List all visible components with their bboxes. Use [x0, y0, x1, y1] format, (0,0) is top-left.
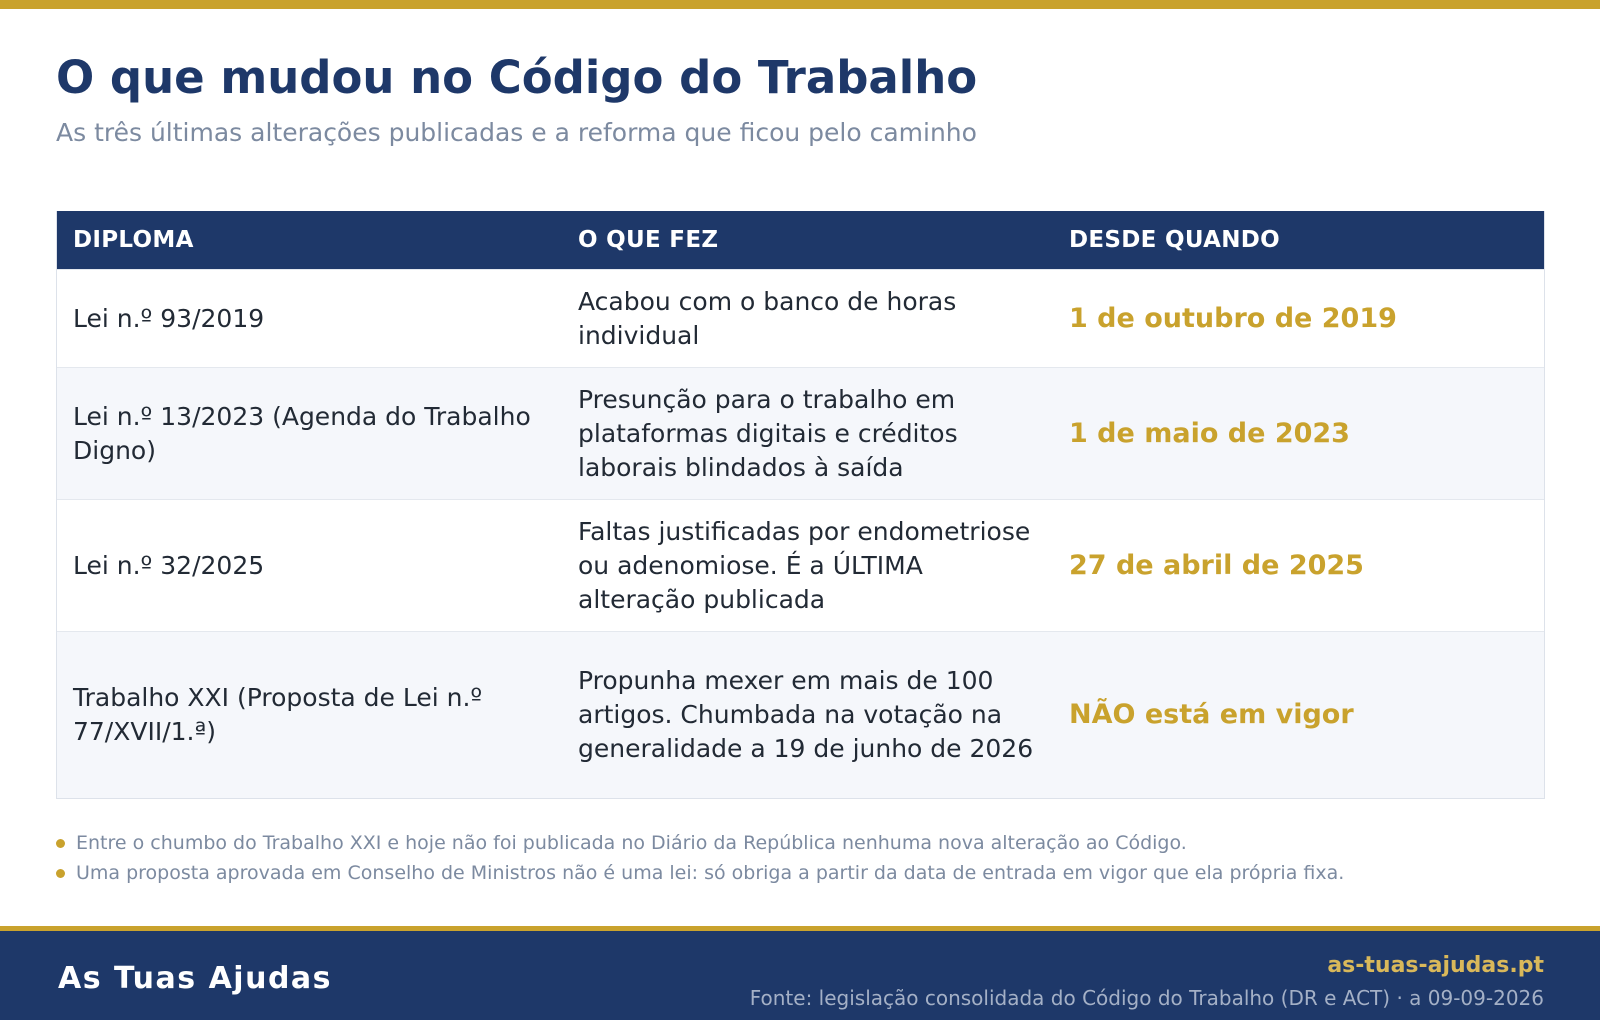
- cell-diploma: Lei n.º 93/2019: [73, 303, 265, 333]
- page-subtitle: As três últimas alterações publicadas e a reforma que ficou pelo caminho: [56, 118, 977, 147]
- bullet-dot-icon: [56, 839, 65, 848]
- table-row: [57, 269, 1544, 367]
- top-accent-bar: [0, 0, 1600, 9]
- footnotes: [56, 828, 1344, 888]
- table-row: [57, 367, 1544, 499]
- page-title: O que mudou no Código do Trabalho: [56, 51, 978, 104]
- column-header-what: O QUE FEZ: [578, 227, 719, 253]
- source-note: Fonte: legislação consolidada do Código do Trabalho (DR e ACT) · a 09-09-2026: [749, 986, 1544, 1010]
- cell-what: Faltas justificadas por endometriose ou adenomiose. É a ÚLTIMA alteração publicada: [578, 516, 1031, 614]
- cell-what: Propunha mexer em mais de 100 artigos. Chumbada na votação na generalidade a 19 de junho de 2026: [578, 666, 1034, 763]
- table-header: [57, 211, 1544, 269]
- footnote-text: Uma proposta aprovada em Conselho de Ministros não é uma lei: só obriga a partir da data de entrada em vigor que ela própria fixa.: [76, 862, 1345, 884]
- brand-logo: As Tuas Ajudas: [58, 961, 333, 996]
- changes-table: [56, 211, 1545, 799]
- footnote-item: [56, 858, 1344, 888]
- footer: [0, 926, 1600, 1020]
- site-link[interactable]: as-tuas-ajudas.pt: [1327, 953, 1544, 978]
- column-header-since: DESDE QUANDO: [1069, 227, 1280, 253]
- table-row: [57, 499, 1544, 631]
- cell-diploma: Trabalho XXI (Proposta de Lei n.º 77/XVII/1.ª): [73, 683, 483, 746]
- cell-what: Presunção para o trabalho em plataformas digitais e créditos laborais blindados à saída: [578, 384, 958, 482]
- cell-diploma: Lei n.º 13/2023 (Agenda do Trabalho Digno): [73, 401, 531, 465]
- cell-diploma: Lei n.º 32/2025: [73, 550, 265, 580]
- footnote-text: Entre o chumbo do Trabalho XXI e hoje não foi publicada no Diário da República nenhuma nova alteração ao Código.: [76, 832, 1187, 854]
- footnote-item: [56, 828, 1344, 858]
- cell-since: 1 de maio de 2023: [1069, 417, 1350, 449]
- cell-since: NÃO está em vigor: [1069, 699, 1354, 730]
- cell-since: 27 de abril de 2025: [1069, 549, 1364, 581]
- cell-what: Acabou com o banco de horas individual: [578, 286, 957, 350]
- column-header-diploma: DIPLOMA: [73, 227, 194, 253]
- bullet-dot-icon: [56, 869, 65, 878]
- table-row: [57, 631, 1544, 798]
- cell-since: 1 de outubro de 2019: [1069, 302, 1397, 334]
